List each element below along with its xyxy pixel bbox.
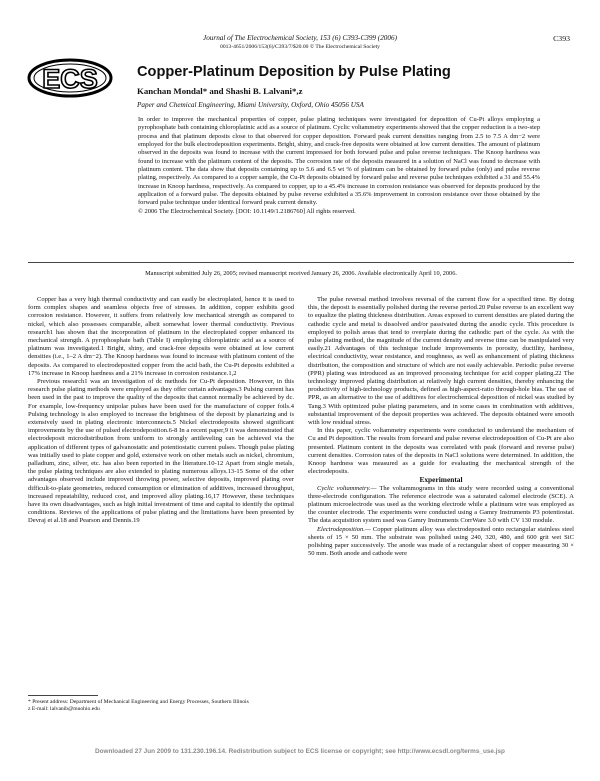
electrodeposition-paragraph bbox=[308, 526, 574, 559]
abstract-text: In order to improve the mechanical properties of copper, pulse plating techniques were investigated for deposition of Cu-Pt alloys employing a pyrophosphate bath containing chloroplatinic acid as a source of platinum. Cyclic voltammetry experiments showed that the copper reduction is a two-step process and that platinum deposits close to that observed for copper deposition. Forward peak current densities ranging from 2.5 to 7.5 A dm−2 were employed for the bulk electrodeposition experiments. Bright, shiny, and crack-free deposits were obtained at low current densities. The amount of platinum observed in the deposits was found to increase with the current impressed for both forward pulse and pulse reverse techniques. The Knoop hardness was found to increase with the platinum content of the deposits. The corrosion rate of the deposits measured in a solution of NaCl was found to decrease with platinum content. The data show that deposits containing up to 5.6 and 6.5 wt % of platinum can be obtained by forward pulse (only) and pulse reverse plating, respectively. As compared to a copper sample, the Cu-Pt deposits obtained by forward pulse and reverse pulse techniques exhibited a 31 and 55.4% increase in Knoop hardness, respectively. As compared to copper, up to a 45.4% increase in corrosion resistance was observed for deposits produced by the application of a forward pulse. The deposits obtained by pulse reverse exhibited a 35.6% improvement in corrosion resistance over those obtained by the forward pulse technique under identical forward peak current density. bbox=[138, 116, 540, 207]
electrodeposition-heading: Electrodeposition.— bbox=[317, 525, 371, 533]
ecs-logo-text: ECS bbox=[42, 64, 98, 94]
intro-paragraph-2: Previous research1 was an investigation of dc methods for Cu-Pt deposition. However, in this research pulse plating methods were employed as they offer certain advantages.3 Pulsing current has been used in the past to improve the quality of the deposits that cannot normally be achieved by dc. For example, low-frequency unipolar pulses have been used for the manufacture of copper foils.4 Pulsing technology is also employed to increase the brightness of the deposit by planarizing and is extensively used in plating electronic interconnects.5 Nickel electrodeposits showed significant improvements by the use of pulsed electrodeposition.6-8 In a recent paper,9 it was demonstrated that electrodeposit microdistribution from uniform to strongly antileveling can be achieved via the application of different types of galvanostatic and potentiostatic current pulses. Though pulse plating was initially used to plate copper and gold, extensive work on other metals such as nickel, chromium, palladium, zinc, silver, etc. has also been reported in the literature.10-12 Apart from single metals, the pulse plating techniques are also extended to plating numerous alloys.13-15 Some of the other advantages observed include improved throwing power, selective deposits, improved plating over difficult-to-plate geometries, reduced consumption or elimination of additives, increased throughput, increased repeatability, reduced cost, and improved alloy plating.16,17 However, these techniques have its own disadvantages, such as high initial investment of time and capital to identify the optimal conditions. Reviews of the applications of pulse plating and the limitations have been presented by Devraj et al.18 and Pearson and Dennis.19 bbox=[28, 378, 294, 525]
section-heading-experimental: Experimental bbox=[419, 475, 463, 485]
abstract bbox=[138, 116, 540, 216]
footnote-email: z E-mail: lalvanib@muohio.edu bbox=[28, 706, 100, 713]
cyclic-voltammetry-paragraph bbox=[308, 485, 574, 526]
intro-paragraph-1: Copper has a very high thermal conductivity and can easily be electroplated, hence it is used to form complex shapes and seamless objects free of stresses. In addition, copper exhibits good corrosion resistance. However, it suffers from relatively low mechanical strength as compared to nickel, which also possesses comparable, albeit somewhat lower thermal conductivity. Previous research1 has shown that the incorporation of platinum in the electroplated copper enhanced its mechanical strength. A pyrophosphate bath (Table I) employing chloroplatinic acid as a source of platinum was investigated.1 Bright, shiny, and crack-free deposits were obtained at low current densities (i.e., 1–2 A dm−2). The Knoop hardness was found to increase with platinum content of the deposits. As compared to electrodeposited copper from the acid bath, the Cu-Pt deposits exhibited a 17% increase in Knoop hardness and a 21% increase in corrosion resistance.1,2 bbox=[28, 296, 294, 377]
right-column bbox=[308, 296, 574, 559]
author-affiliation: Paper and Chemical Engineering, Miami University, Oxford, Ohio 45056 USA bbox=[137, 101, 364, 109]
intro-paragraph-3: The pulse reversal method involves reversal of the current flow for a specified time. By doing this, the deposit is essentially polished during the reverse period.20 Pulse reverse is an excellent way to equalize the plating thickness distribution. Areas exposed to current densities are plated during the cathodic cycle and metal is dissolved and/or passivated during the anodic cycle. This procedure is employed to polish areas that tend to overplate during the cathodic part of the cycle. As with the pulse plating method, the magnitude of the current density and reverse time can be manipulated very easily.21 Advantages of this technique include improvements in porosity, ductility, hardness, electrical conductivity, wear resistance, and roughness, as well as enhancement of plating thickness distribution, the composition and structure of which are not easily achievable. Periodic pulse reverse (PPR) plating was introduced as an improved processing technique for acid copper plating.22 The technology improved plating distribution at relatively high current densities, thereby enhancing the productivity of high-technology products, defined as high-aspect-ratio through-hole bias. The use of PPR, as an alternative to the use of additives for electrochemical deposition of nickel was studied by Tang.3 With optimized pulse plating parameters, and in some cases in combination with additives, substantial improvement of the deposit properties was achieved. The deposits obtained were smooth with low residual stress. bbox=[308, 296, 574, 427]
cyclic-voltammetry-heading: Cyclic voltammetry.— bbox=[317, 484, 377, 492]
intro-paragraph-4: In this paper, cyclic voltammetry experiments were conducted to understand the mechanism of Cu and Pt deposition. The results from forward and pulse reverse electrodeposition of Cu-Pt are also presented. Platinum content in the deposits was correlated with peak (forward and reverse pulse) current densities. Corrosion rates of the deposits in NaCl solutions were determined. In addition, the Knoop hardness was measured as a guide for evaluating the mechanical strength of the electrodeposits. bbox=[308, 427, 574, 476]
article-title: Copper-Platinum Deposition by Pulse Plating bbox=[137, 64, 451, 80]
download-footer: Downloaded 27 Jun 2009 to 131.230.196.14. Redistribution subject to ECS license or copyright; see http://www.ecsdl.org/terms_use.jsp bbox=[95, 748, 505, 755]
page-number: C393 bbox=[553, 34, 570, 43]
left-column bbox=[28, 296, 294, 526]
copyright-line: © 2006 The Electrochemical Society. [DOI: 10.1149/1.2186760] All rights reserved. bbox=[138, 207, 356, 215]
cyclic-voltammetry-text: The voltammograms in this study were recorded using a conventional three-electrode configuration. The reference electrode was a saturated calomel electrode (SCE). A platinum microelectrode was used as the working electrode while a platinum wire was employed as the counter electrode. The experiments were conducted using a Gamry Instruments P3 potentiostat. The data acquisition system used was Gamry Instruments CorrWare 3.0 with CV 130 module. bbox=[308, 484, 574, 525]
footnotes bbox=[28, 699, 294, 713]
journal-citation: Journal of The Electrochemical Society, 153 (6) C393-C399 (2006) bbox=[203, 34, 397, 42]
doi-line: 0013-4651/2006/153(6)/C393/7/$20.00 © The Electrochemical Society bbox=[220, 44, 380, 50]
ecs-logo bbox=[27, 58, 113, 98]
article-authors: Kanchan Mondal* and Shashi B. Lalvani*,z bbox=[137, 86, 303, 96]
electrodeposition-text: Copper platinum alloy was electrodeposited onto rectangular stainless steel sheets of 15 × 50 mm. The substrate was polished using 240, 320, 480, and 600 grit wet SiC polishing paper successively. The anode was made of a rectangular sheet of copper measuring 30 × 50 mm. Both anode and cathode were bbox=[308, 525, 574, 558]
manuscript-dates: Manuscript submitted July 26, 2005; revised manuscript received January 26, 2006. Available electronically April 10, 2006. bbox=[145, 270, 457, 277]
footnote-rule bbox=[28, 695, 98, 696]
footnote-address: * Present address: Department of Mechanical Engineering and Energy Processes, Southern Illinois bbox=[28, 699, 249, 705]
divider bbox=[28, 262, 574, 263]
